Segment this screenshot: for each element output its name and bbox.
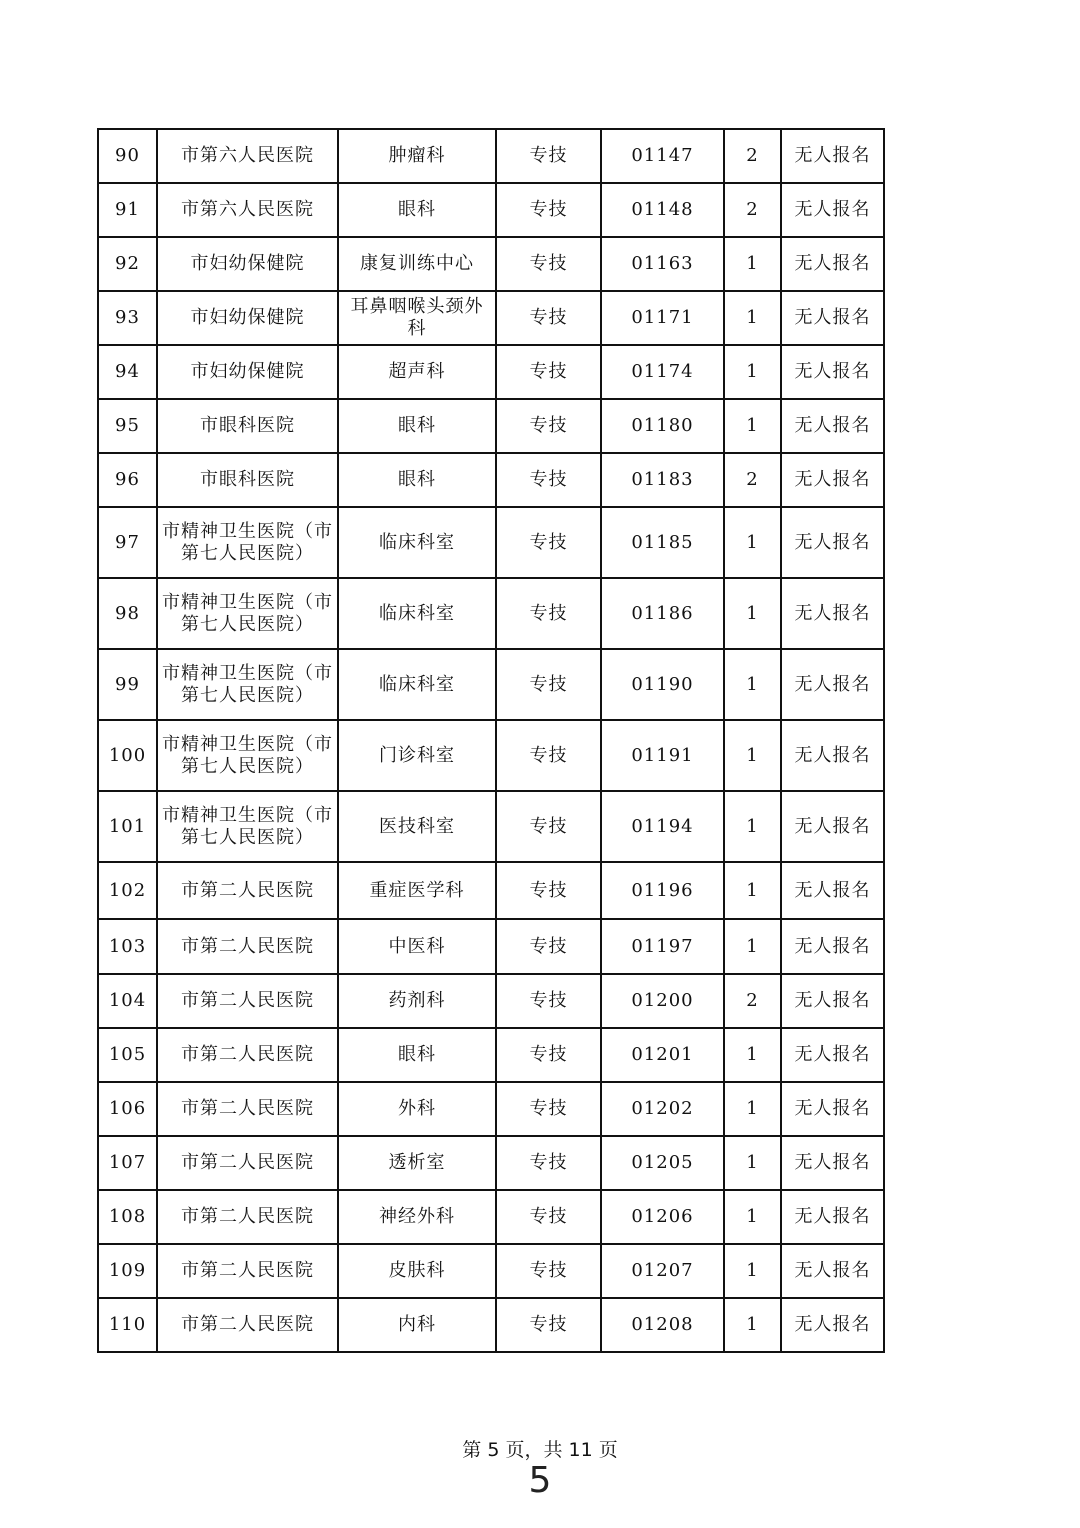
cell-unit-name: 市第二人民医院 [157, 1082, 338, 1136]
table-row [98, 578, 884, 649]
cell-status: 无人报名 [781, 291, 884, 345]
cell-status: 无人报名 [781, 974, 884, 1028]
cell-status: 无人报名 [781, 1028, 884, 1082]
cell-status: 无人报名 [781, 345, 884, 399]
cell-unit-name: 市第六人民医院 [157, 183, 338, 237]
cell-post-code: 01194 [601, 791, 724, 862]
cell-unit-name: 市妇幼保健院 [157, 291, 338, 345]
cell-row-number: 91 [98, 183, 157, 237]
cell-headcount: 1 [724, 345, 781, 399]
cell-post-type: 专技 [496, 919, 601, 974]
cell-row-number: 92 [98, 237, 157, 291]
cell-row-number: 107 [98, 1136, 157, 1190]
cell-status: 无人报名 [781, 649, 884, 720]
cell-post-code: 01208 [601, 1298, 724, 1352]
cell-department: 中医科 [338, 919, 496, 974]
cell-unit-name: 市第二人民医院 [157, 1244, 338, 1298]
cell-post-code: 01200 [601, 974, 724, 1028]
cell-headcount: 1 [724, 1028, 781, 1082]
cell-post-code: 01174 [601, 345, 724, 399]
table-row [98, 345, 884, 399]
cell-unit-name: 市妇幼保健院 [157, 237, 338, 291]
cell-post-type: 专技 [496, 1136, 601, 1190]
cell-row-number: 109 [98, 1244, 157, 1298]
cell-department: 重症医学科 [338, 862, 496, 919]
cell-post-type: 专技 [496, 1028, 601, 1082]
cell-row-number: 102 [98, 862, 157, 919]
cell-unit-name: 市第二人民医院 [157, 1136, 338, 1190]
table-row [98, 919, 884, 974]
cell-department: 临床科室 [338, 507, 496, 578]
cell-department: 临床科室 [338, 578, 496, 649]
cell-status: 无人报名 [781, 399, 884, 453]
cell-headcount: 2 [724, 129, 781, 183]
cell-post-code: 01201 [601, 1028, 724, 1082]
cell-headcount: 2 [724, 453, 781, 507]
table-row [98, 291, 884, 345]
cell-post-type: 专技 [496, 974, 601, 1028]
cell-post-type: 专技 [496, 720, 601, 791]
cell-post-type: 专技 [496, 1298, 601, 1352]
cell-headcount: 1 [724, 1082, 781, 1136]
cell-row-number: 90 [98, 129, 157, 183]
cell-post-code: 01186 [601, 578, 724, 649]
cell-post-code: 01163 [601, 237, 724, 291]
cell-unit-name: 市精神卫生医院（市第七人民医院） [157, 649, 338, 720]
cell-unit-name: 市第二人民医院 [157, 1298, 338, 1352]
table-row [98, 974, 884, 1028]
cell-department: 神经外科 [338, 1190, 496, 1244]
cell-headcount: 1 [724, 578, 781, 649]
cell-post-code: 01191 [601, 720, 724, 791]
cell-row-number: 97 [98, 507, 157, 578]
cell-department: 内科 [338, 1298, 496, 1352]
cell-status: 无人报名 [781, 862, 884, 919]
cell-post-code: 01202 [601, 1082, 724, 1136]
table-row [98, 1082, 884, 1136]
cell-headcount: 1 [724, 1244, 781, 1298]
cell-headcount: 1 [724, 862, 781, 919]
cell-headcount: 1 [724, 720, 781, 791]
cell-post-type: 专技 [496, 791, 601, 862]
cell-row-number: 110 [98, 1298, 157, 1352]
cell-department: 肿瘤科 [338, 129, 496, 183]
cell-department: 药剂科 [338, 974, 496, 1028]
table-row [98, 183, 884, 237]
cell-status: 无人报名 [781, 507, 884, 578]
table-row [98, 399, 884, 453]
cell-post-code: 01180 [601, 399, 724, 453]
cell-post-type: 专技 [496, 129, 601, 183]
cell-post-type: 专技 [496, 453, 601, 507]
cell-unit-name: 市第二人民医院 [157, 1190, 338, 1244]
cell-unit-name: 市第二人民医院 [157, 974, 338, 1028]
cell-department: 皮肤科 [338, 1244, 496, 1298]
table-row [98, 649, 884, 720]
cell-post-type: 专技 [496, 578, 601, 649]
table-row [98, 1028, 884, 1082]
cell-row-number: 99 [98, 649, 157, 720]
cell-post-code: 01207 [601, 1244, 724, 1298]
page-number: 5 [528, 1460, 552, 1501]
cell-headcount: 2 [724, 974, 781, 1028]
table-row [98, 129, 884, 183]
cell-headcount: 1 [724, 237, 781, 291]
table-row [98, 791, 884, 862]
cell-unit-name: 市第二人民医院 [157, 862, 338, 919]
table-row [98, 1136, 884, 1190]
cell-department: 医技科室 [338, 791, 496, 862]
cell-unit-name: 市眼科医院 [157, 399, 338, 453]
cell-status: 无人报名 [781, 183, 884, 237]
cell-post-type: 专技 [496, 399, 601, 453]
cell-department: 透析室 [338, 1136, 496, 1190]
cell-status: 无人报名 [781, 578, 884, 649]
cell-row-number: 93 [98, 291, 157, 345]
cell-unit-name: 市妇幼保健院 [157, 345, 338, 399]
cell-department: 临床科室 [338, 649, 496, 720]
table-row [98, 237, 884, 291]
cell-row-number: 106 [98, 1082, 157, 1136]
cell-row-number: 94 [98, 345, 157, 399]
cell-row-number: 98 [98, 578, 157, 649]
cell-unit-name: 市第二人民医院 [157, 919, 338, 974]
cell-row-number: 100 [98, 720, 157, 791]
cell-headcount: 1 [724, 1190, 781, 1244]
cell-status: 无人报名 [781, 129, 884, 183]
cell-post-type: 专技 [496, 649, 601, 720]
cell-status: 无人报名 [781, 919, 884, 974]
table-body [98, 129, 884, 1352]
cell-department: 眼科 [338, 1028, 496, 1082]
cell-status: 无人报名 [781, 1082, 884, 1136]
table-row [98, 862, 884, 919]
cell-headcount: 1 [724, 649, 781, 720]
cell-status: 无人报名 [781, 237, 884, 291]
cell-post-code: 01183 [601, 453, 724, 507]
cell-unit-name: 市眼科医院 [157, 453, 338, 507]
cell-status: 无人报名 [781, 453, 884, 507]
cell-headcount: 1 [724, 291, 781, 345]
cell-department: 外科 [338, 1082, 496, 1136]
cell-post-type: 专技 [496, 291, 601, 345]
page-footer-label: 第 5 页，共 11 页 [462, 1439, 618, 1461]
cell-headcount: 1 [724, 791, 781, 862]
cell-post-type: 专技 [496, 862, 601, 919]
cell-post-type: 专技 [496, 1082, 601, 1136]
cell-post-code: 01147 [601, 129, 724, 183]
cell-post-code: 01171 [601, 291, 724, 345]
cell-row-number: 104 [98, 974, 157, 1028]
cell-unit-name: 市精神卫生医院（市第七人民医院） [157, 507, 338, 578]
cell-post-code: 01205 [601, 1136, 724, 1190]
cell-post-type: 专技 [496, 237, 601, 291]
cell-department: 眼科 [338, 183, 496, 237]
cell-headcount: 1 [724, 919, 781, 974]
cell-headcount: 1 [724, 1298, 781, 1352]
cell-department: 超声科 [338, 345, 496, 399]
cell-department: 康复训练中心 [338, 237, 496, 291]
table-row [98, 507, 884, 578]
cell-post-type: 专技 [496, 1244, 601, 1298]
table-row [98, 1244, 884, 1298]
cell-department: 眼科 [338, 453, 496, 507]
cell-headcount: 2 [724, 183, 781, 237]
cell-department: 眼科 [338, 399, 496, 453]
table-row [98, 1190, 884, 1244]
cell-status: 无人报名 [781, 1136, 884, 1190]
cell-status: 无人报名 [781, 791, 884, 862]
cell-post-type: 专技 [496, 345, 601, 399]
cell-unit-name: 市第二人民医院 [157, 1028, 338, 1082]
cell-post-code: 01196 [601, 862, 724, 919]
table-row [98, 453, 884, 507]
cell-headcount: 1 [724, 399, 781, 453]
cell-department: 耳鼻咽喉头颈外科 [338, 291, 496, 345]
cell-post-code: 01190 [601, 649, 724, 720]
cell-unit-name: 市精神卫生医院（市第七人民医院） [157, 720, 338, 791]
cell-post-code: 01206 [601, 1190, 724, 1244]
cell-row-number: 108 [98, 1190, 157, 1244]
cell-row-number: 103 [98, 919, 157, 974]
cell-status: 无人报名 [781, 1244, 884, 1298]
cell-unit-name: 市精神卫生医院（市第七人民医院） [157, 578, 338, 649]
cell-status: 无人报名 [781, 1298, 884, 1352]
cell-status: 无人报名 [781, 1190, 884, 1244]
cell-post-code: 01185 [601, 507, 724, 578]
cell-headcount: 1 [724, 1136, 781, 1190]
cell-row-number: 105 [98, 1028, 157, 1082]
cell-post-type: 专技 [496, 183, 601, 237]
cell-post-type: 专技 [496, 1190, 601, 1244]
table-row [98, 1298, 884, 1352]
cell-row-number: 95 [98, 399, 157, 453]
cell-post-code: 01148 [601, 183, 724, 237]
cell-post-type: 专技 [496, 507, 601, 578]
cell-post-code: 01197 [601, 919, 724, 974]
cell-department: 门诊科室 [338, 720, 496, 791]
cell-status: 无人报名 [781, 720, 884, 791]
cell-headcount: 1 [724, 507, 781, 578]
cell-unit-name: 市第六人民医院 [157, 129, 338, 183]
cell-row-number: 96 [98, 453, 157, 507]
cell-unit-name: 市精神卫生医院（市第七人民医院） [157, 791, 338, 862]
table-row [98, 720, 884, 791]
cell-row-number: 101 [98, 791, 157, 862]
vacancy-table [97, 128, 885, 1353]
